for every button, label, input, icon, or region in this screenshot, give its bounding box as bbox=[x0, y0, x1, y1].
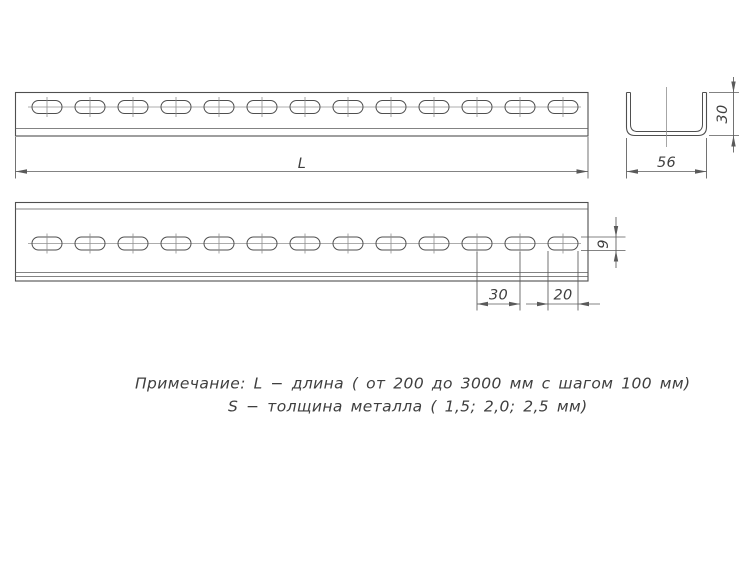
dimension-text-30: 30 bbox=[488, 287, 509, 304]
arrowhead-up bbox=[614, 251, 618, 262]
arrowhead-right bbox=[577, 169, 589, 174]
dimension-length-L bbox=[16, 137, 589, 179]
dimension-text-56: 56 bbox=[656, 155, 677, 171]
arrowhead-right bbox=[509, 302, 520, 306]
dimension-text-20: 20 bbox=[553, 287, 573, 304]
dimension-profile-height-30 bbox=[709, 77, 739, 153]
arrowhead-left bbox=[627, 169, 639, 174]
plan-view bbox=[16, 203, 589, 282]
dimension-text-9: 9 bbox=[596, 239, 612, 249]
arrowhead-down bbox=[614, 226, 618, 237]
note-line-1: Примечание: L − длина ( от 200 до 3000 мм с шагом 100 мм) bbox=[135, 374, 691, 393]
section-view bbox=[627, 87, 707, 147]
arrowhead-up bbox=[731, 136, 735, 147]
arrowhead-inward-right bbox=[537, 302, 548, 306]
arrowhead-left bbox=[477, 302, 488, 306]
arrowhead-right bbox=[695, 169, 707, 174]
dimension-text-30-height: 30 bbox=[715, 104, 731, 124]
side-view bbox=[16, 93, 589, 137]
arrowhead-down bbox=[731, 82, 735, 93]
note-line-2: S − толщина металла ( 1,5; 2,0; 2,5 мм) bbox=[228, 397, 588, 416]
side-view-outline bbox=[16, 93, 589, 137]
arrowhead-left bbox=[16, 169, 28, 174]
arrowhead-inward-left bbox=[578, 302, 589, 306]
note-block bbox=[135, 375, 690, 416]
dimension-text-L: L bbox=[297, 156, 307, 172]
plan-view-outline bbox=[16, 203, 589, 282]
